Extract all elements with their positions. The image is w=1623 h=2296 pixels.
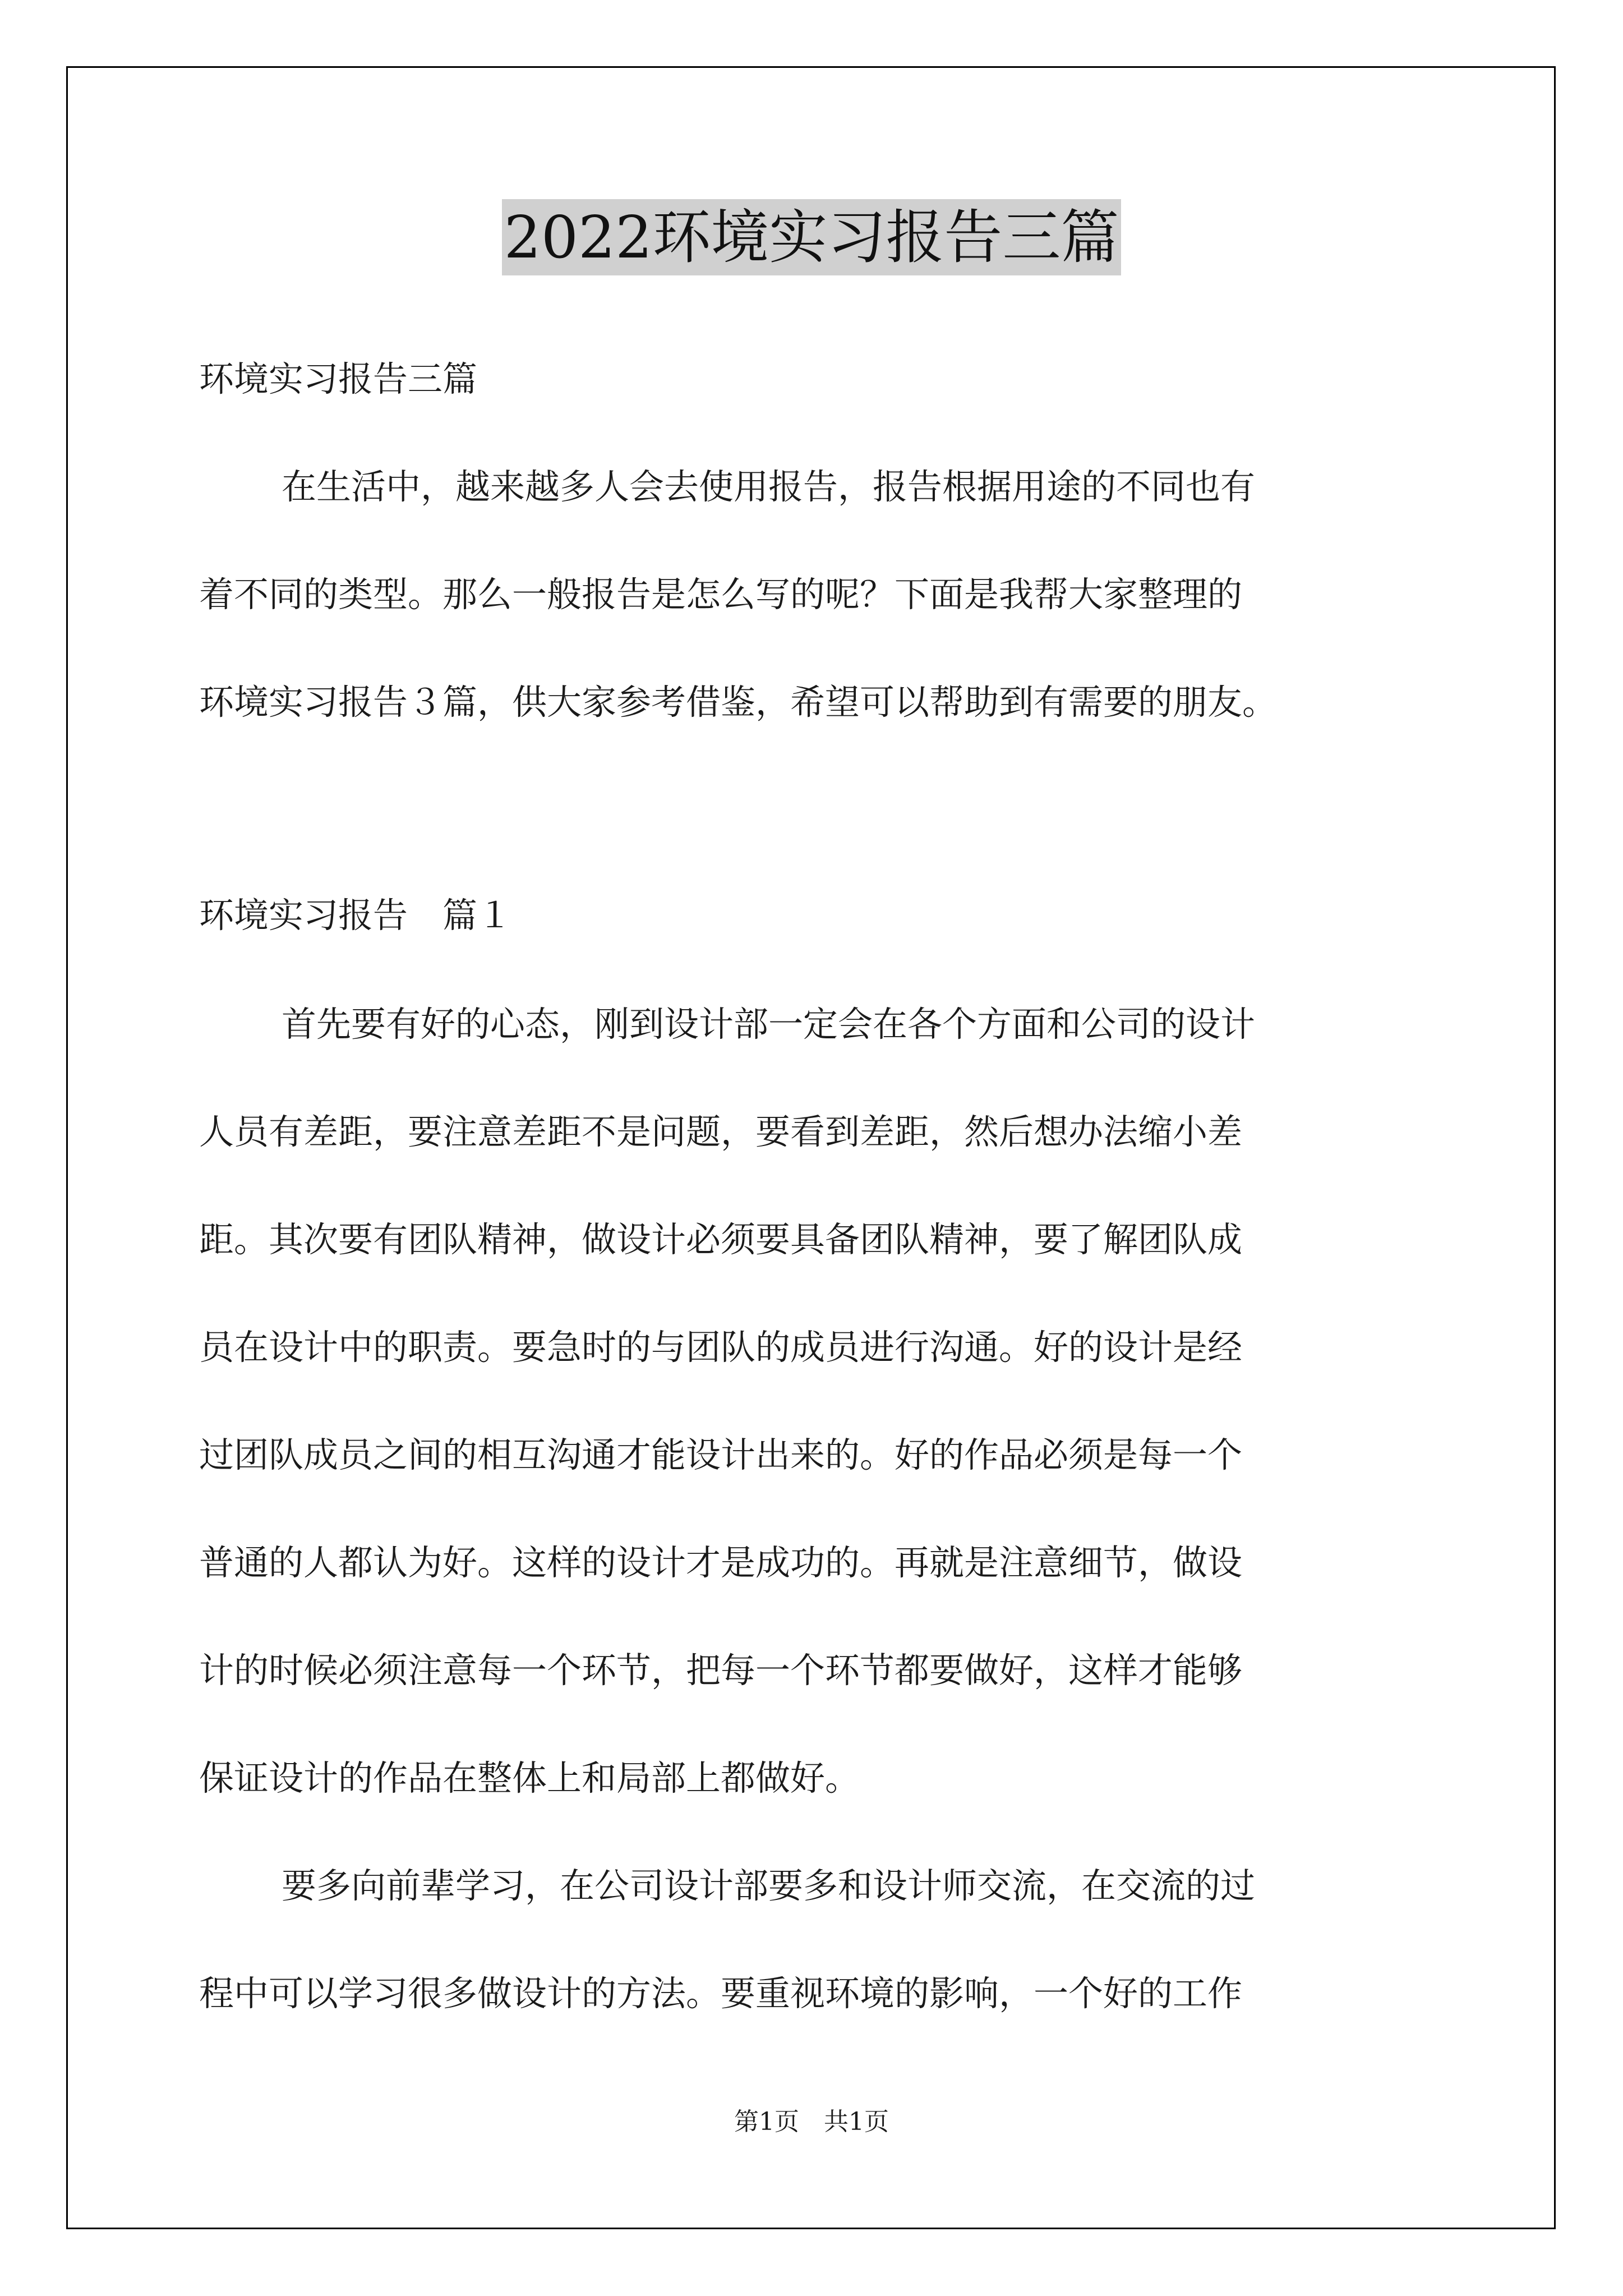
- paragraph1-line-1: 首先要有好的心态，刚到设计部一定会在各个方面和公司的设计: [282, 1004, 1256, 1045]
- paragraph1-line-5: 过团队成员之间的相互沟通才能设计出来的。好的作品必须是每一个: [199, 1434, 1243, 1475]
- paragraph2-line-2: 程中可以学习很多做设计的方法。要重视环境的影响，一个好的工作: [199, 1973, 1243, 2014]
- paragraph1-line-6: 普通的人都认为好。这样的设计才是成功的。再就是注意细节，做设: [199, 1542, 1243, 1583]
- page-footer: 第1页 共1页: [734, 2108, 889, 2136]
- section-heading: 环境实习报告 篇１: [199, 895, 513, 936]
- document-subtitle: 环境实习报告三篇: [199, 358, 478, 399]
- intro-line-1: 在生活中，越来越多人会去使用报告，报告根据用途的不同也有: [282, 466, 1256, 507]
- paragraph1-line-8: 保证设计的作品在整体上和局部上都做好。: [199, 1757, 860, 1798]
- title-container: [0, 199, 1623, 275]
- paragraph1-line-2: 人员有差距，要注意差距不是问题，要看到差距，然后想办法缩小差: [199, 1111, 1243, 1152]
- document-title: 2022环境实习报告三篇: [502, 199, 1122, 275]
- paragraph1-line-7: 计的时候必须注意每一个环节，把每一个环节都要做好，这样才能够: [199, 1650, 1243, 1691]
- paragraph1-line-4: 员在设计中的职责。要急时的与团队的成员进行沟通。好的设计是经: [199, 1327, 1243, 1368]
- paragraph2-line-1: 要多向前辈学习，在公司设计部要多和设计师交流，在交流的过: [282, 1865, 1256, 1906]
- intro-line-2: 着不同的类型。那么一般报告是怎么写的呢？下面是我帮大家整理的: [199, 574, 1243, 615]
- intro-line-3: 环境实习报告３篇，供大家参考借鉴，希望可以帮助到有需要的朋友。: [199, 682, 1278, 723]
- paragraph1-line-3: 距。其次要有团队精神，做设计必须要具备团队精神，要了解团队成: [199, 1219, 1243, 1260]
